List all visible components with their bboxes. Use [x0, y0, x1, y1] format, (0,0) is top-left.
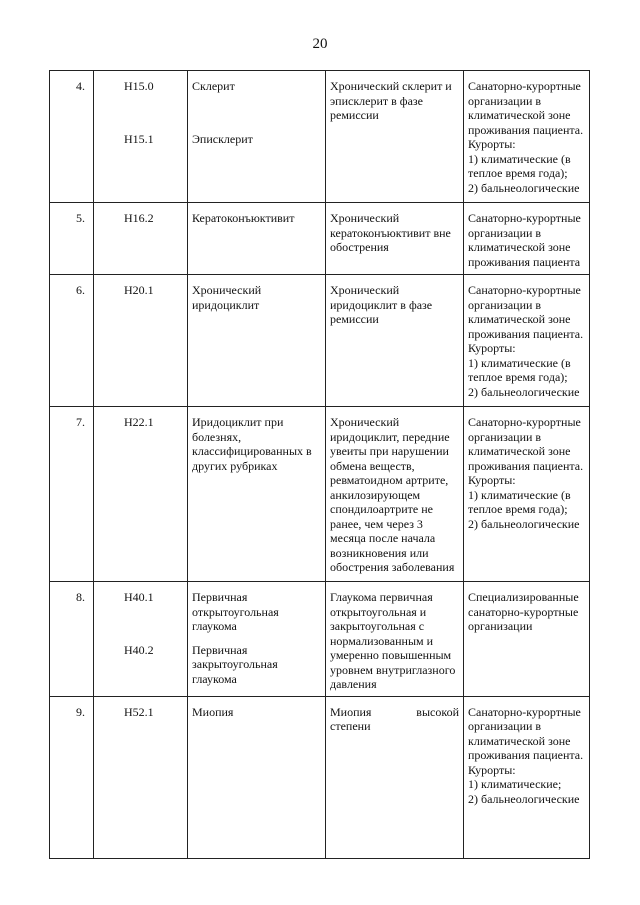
table-row: [50, 582, 590, 697]
org-line: 2) бальнеологические: [468, 384, 580, 399]
icd-code: H20.1: [124, 283, 154, 297]
org-line: Санаторно-курортные организации в климатической зоне проживания пациента.: [468, 415, 584, 473]
org-line: Санаторно-курортные организации в климатической зоне проживания пациента.: [468, 704, 584, 762]
row-number: 9.: [50, 696, 94, 858]
disease-form: Миопия высокой степени: [326, 696, 464, 858]
table-row: [50, 71, 590, 203]
resort-organizations: [464, 71, 590, 203]
org-line: Курорты:: [468, 137, 516, 151]
icd-code-cell: [94, 407, 188, 582]
icd-code: H15.1: [124, 131, 154, 146]
icd-code-cell: [94, 203, 188, 275]
disease-name: Кератоконъюктивит: [192, 211, 295, 225]
icd-code: H40.2: [124, 642, 154, 657]
icd-code: H16.2: [124, 211, 154, 225]
resort-organizations: [464, 407, 590, 582]
resort-organizations: [464, 275, 590, 407]
table-row: [50, 203, 590, 275]
org-line: Санаторно-курортные организации в климатической зоне проживания пациента: [468, 211, 581, 269]
disease-cell: [188, 582, 326, 697]
org-line: 1) климатические (в теплое время года);: [468, 151, 571, 180]
icd-code-cell: [94, 71, 188, 203]
icd-code-cell: [94, 696, 188, 858]
disease-form: Хронический кератоконъюктивит вне обострения: [326, 203, 464, 275]
org-line: 1) климатические (в теплое время года);: [468, 355, 571, 384]
org-line: Курорты:: [468, 473, 516, 487]
resort-organizations: [464, 696, 590, 858]
org-line: Курорты:: [468, 762, 516, 777]
table-row: [50, 275, 590, 407]
disease-cell: [188, 407, 326, 582]
table-row: [50, 407, 590, 582]
disease-cell: [188, 71, 326, 203]
disease-name: Склерит: [192, 79, 235, 93]
icd-code: H40.1: [124, 590, 154, 604]
row-number: 8.: [50, 582, 94, 697]
disease-form: Хронический склерит и эписклерит в фазе ремиссии: [326, 71, 464, 203]
icd-code: H52.1: [124, 704, 154, 719]
row-number: 7.: [50, 407, 94, 582]
org-line: Санаторно-курортные организации в климатической зоне проживания пациента.: [468, 79, 584, 137]
table-row: [50, 696, 590, 858]
disease-cell: [188, 696, 326, 858]
disease-name: Хронический иридоциклит: [192, 283, 262, 312]
disease-cell: [188, 275, 326, 407]
org-line: 1) климатические;: [468, 777, 562, 791]
org-line: Специализированные санаторно-курортные организации: [468, 590, 579, 633]
org-line: Санаторно-курортные организации в климатической зоне проживания пациента.: [468, 283, 584, 341]
org-line: 2) бальнеологические: [468, 180, 580, 195]
resort-organizations: [464, 582, 590, 697]
org-line: Курорты:: [468, 341, 516, 355]
row-number: 5.: [50, 203, 94, 275]
icd-code: H15.0: [124, 79, 154, 93]
disease-name: Эписклерит: [192, 131, 253, 146]
icd-code: H22.1: [124, 415, 154, 429]
disease-name: Иридоциклит при болезнях, классифицированных в других рубриках: [192, 415, 312, 473]
disease-cell: [188, 203, 326, 275]
org-line: 1) климатические (в теплое время года);: [468, 487, 571, 516]
disease-form: Глаукома первичная открытоугольная и закрытоугольная с нормализованным и умеренно повышенным уровнем внутриглазного давления: [326, 582, 464, 697]
icd-code-cell: [94, 582, 188, 697]
icd-code-cell: [94, 275, 188, 407]
disease-name: Первичная закрытоугольная глаукома: [192, 642, 278, 686]
resort-organizations: [464, 203, 590, 275]
org-line: 2) бальнеологические: [468, 516, 580, 531]
disease-form: Хронический иридоциклит в фазе ремиссии: [326, 275, 464, 407]
disease-name: Первичная открытоугольная глаукома: [192, 590, 279, 633]
resort-indications-table: [49, 70, 590, 859]
row-number: 4.: [50, 71, 94, 203]
row-number: 6.: [50, 275, 94, 407]
disease-form: Хронический иридоциклит, передние увеиты при нарушении обмена веществ, ревматоидном артрите, анкилозирующем спондилоартрите не ранее, чем через 3 месяца после начала возникновения или обострения заболевания: [326, 407, 464, 582]
page-number: 20: [312, 36, 328, 52]
org-line: 2) бальнеологические: [468, 791, 580, 806]
disease-name: Миопия: [192, 704, 234, 719]
